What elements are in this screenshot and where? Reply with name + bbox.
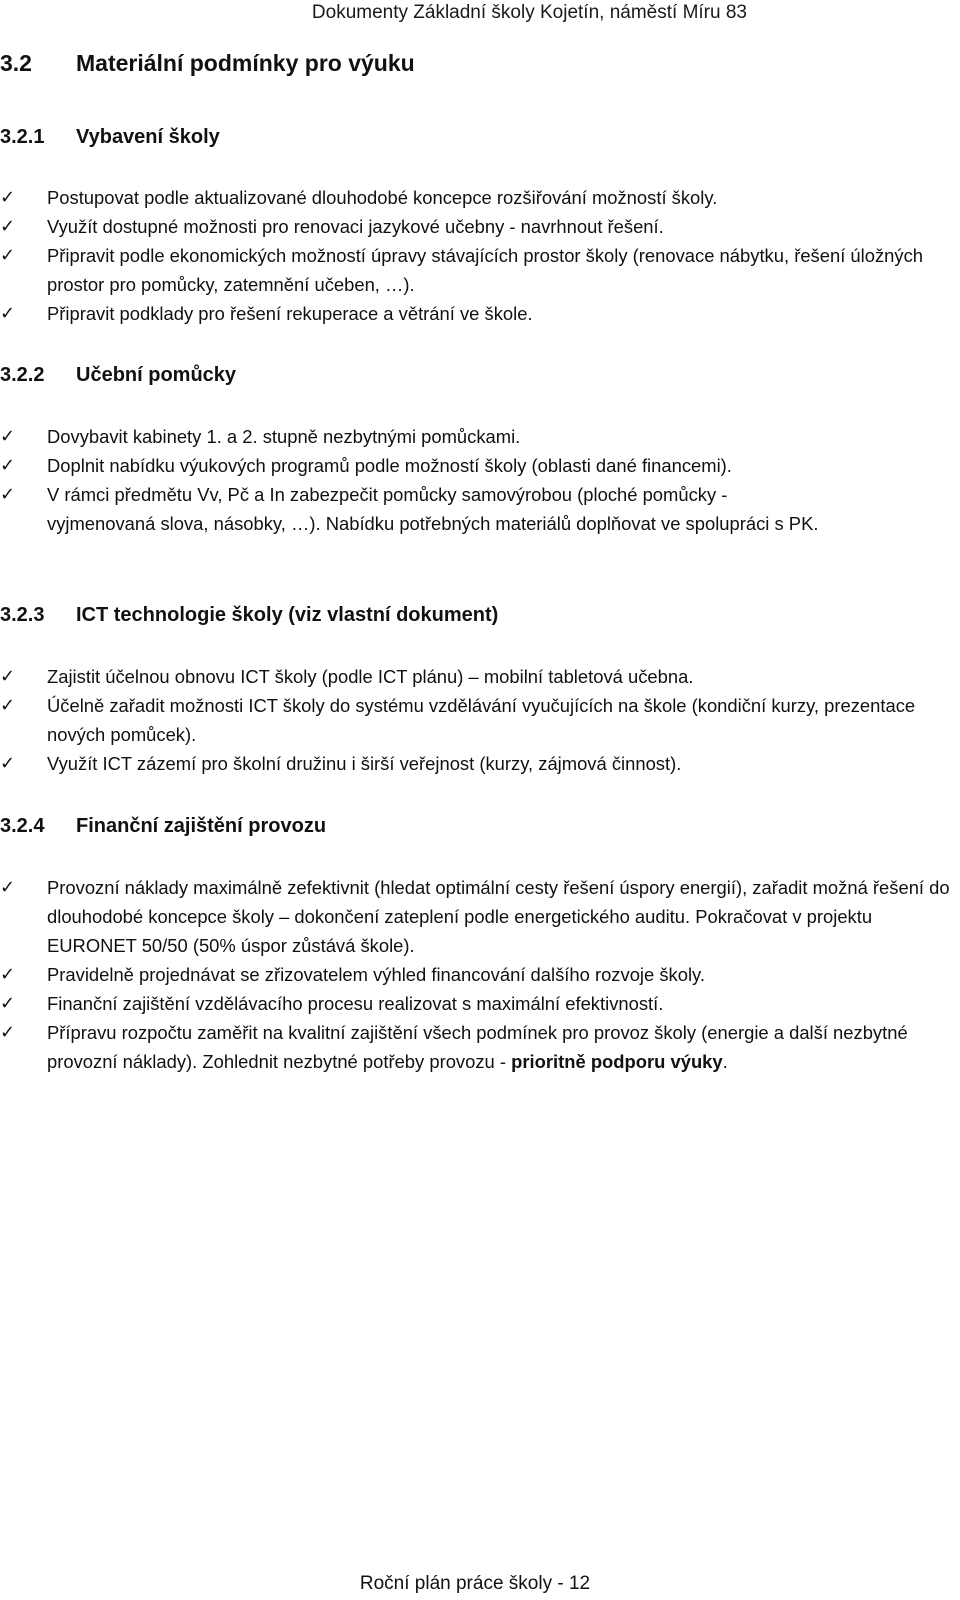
list-item-text: Finanční zajištění vzdělávacího procesu realizovat s maximální efektivností. <box>47 993 664 1014</box>
subsection-number: 3.2.2 <box>0 364 45 386</box>
subsection-title: Učební pomůcky <box>76 364 237 386</box>
check-icon: ✓ <box>0 993 16 1013</box>
list-item-emphasis: prioritně podporu výuky <box>511 1051 723 1072</box>
check-icon: ✓ <box>0 964 16 984</box>
list-item-text: Dovybavit kabinety 1. a 2. stupně nezbytnými pomůckami. <box>47 426 521 447</box>
subsection-heading-finance <box>0 815 326 838</box>
list-item <box>0 183 950 212</box>
list-item-text: Zajistit účelnou obnovu ICT školy (podle ICT plánu) – mobilní tabletová učebna. <box>47 666 694 687</box>
list-item <box>0 960 950 989</box>
list-item-end: . <box>722 1051 728 1072</box>
subsection-title: ICT technologie školy (viz vlastní dokument) <box>76 604 499 626</box>
list-item-text: V rámci předmětu Vv, Pč a In zabezpečit pomůcky samovýrobou (ploché pomůcky - vyjmenovaná slova, násobky, …). Nabídku potřebných materiálů doplňovat ve spolupráci s PK. <box>47 484 819 534</box>
list-item-text: Doplnit nabídku výukových programů podle možností školy (oblasti dané financemi). <box>47 455 732 476</box>
subsection-heading-pomucky <box>0 364 236 387</box>
subsection-number: 3.2.3 <box>0 604 45 626</box>
list-item <box>0 1018 950 1076</box>
section-number: 3.2 <box>0 50 32 76</box>
checklist-ict <box>0 662 950 778</box>
list-item-text: Pravidelně projednávat se zřizovatelem výhled financování dalšího rozvoje školy. <box>47 964 705 985</box>
list-item <box>0 451 950 480</box>
subsection-number: 3.2.1 <box>0 126 45 148</box>
list-item <box>0 299 950 328</box>
check-icon: ✓ <box>0 695 16 715</box>
check-icon: ✓ <box>0 753 16 773</box>
page-header: Dokumenty Základní školy Kojetín, náměstí Míru 83 <box>311 2 747 23</box>
list-item <box>0 212 950 241</box>
subsection-title: Finanční zajištění provozu <box>76 815 327 837</box>
check-icon: ✓ <box>0 666 16 686</box>
check-icon: ✓ <box>0 245 16 265</box>
section-heading <box>0 50 415 77</box>
checklist-vybaveni <box>0 183 950 328</box>
list-item <box>0 480 950 538</box>
list-item-text: Připravit podklady pro řešení rekuperace a větrání ve škole. <box>47 303 533 324</box>
list-item-text: Postupovat podle aktualizované dlouhodobé koncepce rozšiřování možností školy. <box>47 187 718 208</box>
subsection-number: 3.2.4 <box>0 815 45 837</box>
check-icon: ✓ <box>0 216 16 236</box>
check-icon: ✓ <box>0 303 16 323</box>
list-item <box>0 749 950 778</box>
check-icon: ✓ <box>0 426 16 446</box>
list-item-text: Přípravu rozpočtu zaměřit na kvalitní zajištění všech podmínek pro provoz školy (energie a další nezbytné provozní náklady). Zohlednit nezbytné potřeby provozu - <box>47 1022 908 1072</box>
list-item <box>0 989 950 1018</box>
subsection-title: Vybavení školy <box>76 126 220 148</box>
list-item-text: Provozní náklady maximálně zefektivnit (hledat optimální cesty řešení úspory energií), zařadit možná řešení do dlouhodobé koncepce školy – dokončení zateplení podle energetického auditu. Pokračovat v projektu EURONET 50/50 (50% úspor zůstává škole). <box>47 877 950 956</box>
section-title: Materiální podmínky pro výuku <box>76 50 415 76</box>
list-item-text: Účelně zařadit možnosti ICT školy do systému vzdělávání vyučujících na škole (kondiční kurzy, prezentace nových pomůcek). <box>47 695 916 745</box>
list-item-text: Využít ICT zázemí pro školní družinu i širší veřejnost (kurzy, zájmová činnost). <box>47 753 682 774</box>
check-icon: ✓ <box>0 455 16 475</box>
list-item-text: Využít dostupné možnosti pro renovaci jazykové učebny - navrhnout řešení. <box>47 216 664 237</box>
list-item-text: Připravit podle ekonomických možností úpravy stávajících prostor školy (renovace nábytku, řešení úložných prostor pro pomůcky, zatemnění učeben, …). <box>47 245 923 295</box>
check-icon: ✓ <box>0 877 16 897</box>
check-icon: ✓ <box>0 484 16 504</box>
check-icon: ✓ <box>0 1022 16 1042</box>
list-item <box>0 422 950 451</box>
list-item <box>0 691 950 749</box>
list-item <box>0 241 950 299</box>
checklist-finance <box>0 873 950 1076</box>
checklist-pomucky <box>0 422 950 538</box>
list-item <box>0 662 950 691</box>
page-footer: Roční plán práce školy - 12 <box>359 1573 591 1594</box>
list-item <box>0 873 950 960</box>
subsection-heading-ict <box>0 604 498 627</box>
check-icon: ✓ <box>0 187 16 207</box>
subsection-heading-vybaveni <box>0 126 220 149</box>
